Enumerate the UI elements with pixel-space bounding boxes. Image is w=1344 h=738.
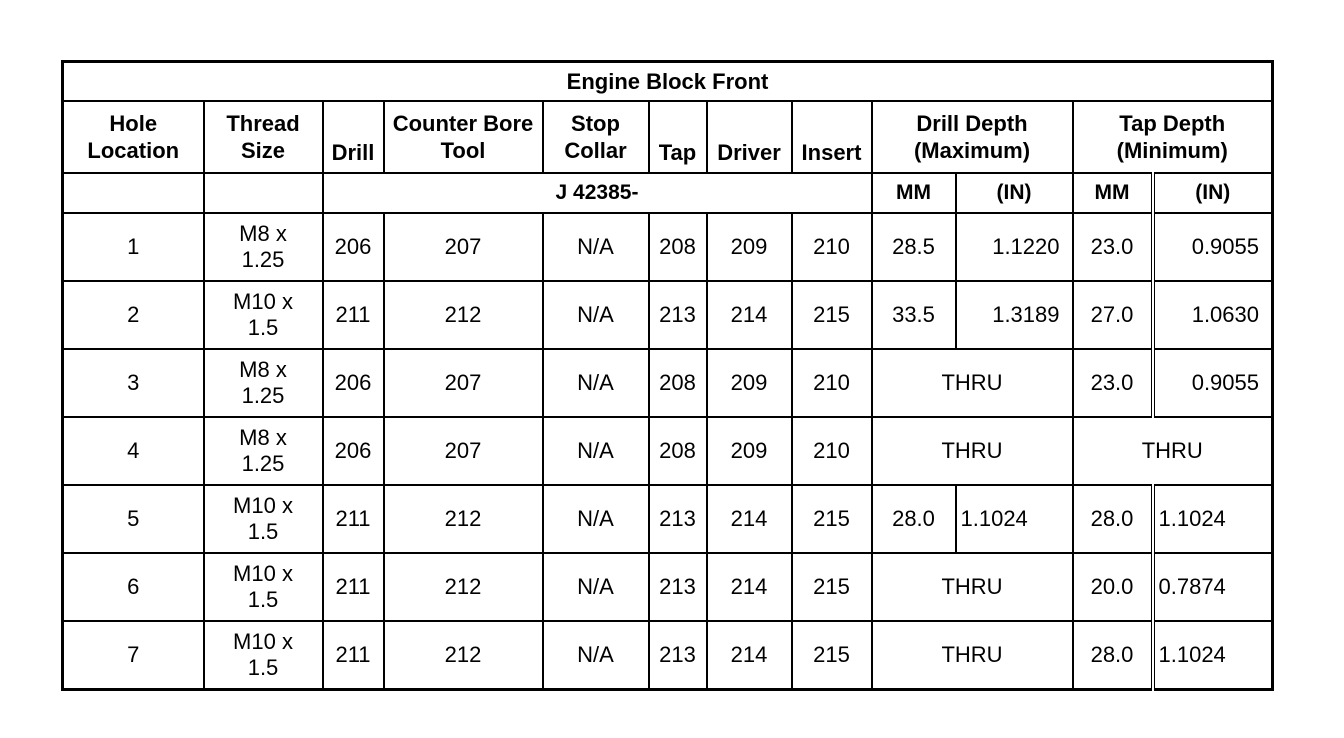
cell-drill-depth-mm: 33.5 xyxy=(872,281,956,349)
cell-tap-depth-mm: 20.0 xyxy=(1073,553,1153,621)
cell-driver: 209 xyxy=(707,213,792,281)
cell-stop-collar: N/A xyxy=(543,349,649,417)
cell-insert: 210 xyxy=(792,417,872,485)
cell-thread-size: M8 x 1.25 xyxy=(204,213,323,281)
cell-driver: 214 xyxy=(707,485,792,553)
header-driver: Driver xyxy=(707,101,792,173)
cell-tap: 213 xyxy=(649,485,707,553)
cell-drill-depth: THRU xyxy=(872,349,1073,417)
cell-tap: 208 xyxy=(649,417,707,485)
subheader-drill-in: (IN) xyxy=(956,173,1073,213)
cell-stop-collar: N/A xyxy=(543,621,649,690)
cell-hole-location: 5 xyxy=(63,485,204,553)
cell-counter-bore-tool: 212 xyxy=(384,553,543,621)
cell-tap: 213 xyxy=(649,281,707,349)
cell-tap: 213 xyxy=(649,621,707,690)
header-counter-bore-tool: Counter Bore Tool xyxy=(384,101,543,173)
header-tap-depth: Tap Depth (Minimum) xyxy=(1073,101,1273,173)
cell-stop-collar: N/A xyxy=(543,485,649,553)
cell-stop-collar: N/A xyxy=(543,213,649,281)
cell-drill: 211 xyxy=(323,485,384,553)
cell-drill-depth-in: 1.3189 xyxy=(956,281,1073,349)
cell-drill-depth: THRU xyxy=(872,621,1073,690)
subheader-tool-prefix: J 42385- xyxy=(323,173,872,213)
cell-driver: 214 xyxy=(707,281,792,349)
cell-hole-location: 4 xyxy=(63,417,204,485)
subheader-tap-mm: MM xyxy=(1073,173,1153,213)
cell-tap-depth-mm: 28.0 xyxy=(1073,485,1153,553)
cell-tap-depth-mm: 23.0 xyxy=(1073,213,1153,281)
cell-tap: 208 xyxy=(649,349,707,417)
cell-stop-collar: N/A xyxy=(543,417,649,485)
cell-tap-depth-mm: 28.0 xyxy=(1073,621,1153,690)
cell-tap-depth: THRU xyxy=(1073,417,1273,485)
cell-drill-depth: THRU xyxy=(872,553,1073,621)
cell-insert: 215 xyxy=(792,485,872,553)
cell-insert: 215 xyxy=(792,621,872,690)
cell-drill: 211 xyxy=(323,553,384,621)
subheader-tap-in: (IN) xyxy=(1153,173,1273,213)
cell-thread-size: M10 x 1.5 xyxy=(204,553,323,621)
cell-hole-location: 7 xyxy=(63,621,204,690)
cell-counter-bore-tool: 212 xyxy=(384,485,543,553)
table-row xyxy=(63,417,1273,485)
cell-drill: 206 xyxy=(323,213,384,281)
cell-thread-size: M8 x 1.25 xyxy=(204,417,323,485)
subheader-empty-hole xyxy=(63,173,204,213)
header-insert: Insert xyxy=(792,101,872,173)
cell-driver: 209 xyxy=(707,349,792,417)
header-drill-depth: Drill Depth (Maximum) xyxy=(872,101,1073,173)
cell-insert: 210 xyxy=(792,349,872,417)
subheader-drill-mm: MM xyxy=(872,173,956,213)
header-drill: Drill xyxy=(323,101,384,173)
cell-tap-depth-in: 0.9055 xyxy=(1153,349,1273,417)
table-row xyxy=(63,281,1273,349)
cell-thread-size: M10 x 1.5 xyxy=(204,621,323,690)
cell-tap: 213 xyxy=(649,553,707,621)
cell-tap-depth-in: 0.7874 xyxy=(1153,553,1273,621)
cell-drill-depth-in: 1.1024 xyxy=(956,485,1073,553)
cell-driver: 214 xyxy=(707,553,792,621)
cell-thread-size: M8 x 1.25 xyxy=(204,349,323,417)
cell-counter-bore-tool: 207 xyxy=(384,213,543,281)
table-title: Engine Block Front xyxy=(63,62,1273,102)
cell-hole-location: 3 xyxy=(63,349,204,417)
cell-drill: 211 xyxy=(323,621,384,690)
cell-driver: 209 xyxy=(707,417,792,485)
cell-insert: 215 xyxy=(792,553,872,621)
cell-drill: 206 xyxy=(323,417,384,485)
cell-tap-depth-in: 0.9055 xyxy=(1153,213,1273,281)
cell-hole-location: 6 xyxy=(63,553,204,621)
cell-counter-bore-tool: 207 xyxy=(384,349,543,417)
cell-drill-depth-mm: 28.5 xyxy=(872,213,956,281)
cell-drill-depth-in: 1.1220 xyxy=(956,213,1073,281)
cell-drill-depth: THRU xyxy=(872,417,1073,485)
cell-driver: 214 xyxy=(707,621,792,690)
cell-drill-depth-mm: 28.0 xyxy=(872,485,956,553)
cell-stop-collar: N/A xyxy=(543,553,649,621)
cell-counter-bore-tool: 212 xyxy=(384,621,543,690)
cell-insert: 215 xyxy=(792,281,872,349)
header-thread-size: Thread Size xyxy=(204,101,323,173)
cell-drill: 211 xyxy=(323,281,384,349)
cell-counter-bore-tool: 212 xyxy=(384,281,543,349)
cell-drill: 206 xyxy=(323,349,384,417)
header-hole-location: Hole Location xyxy=(63,101,204,173)
subheader-empty-thread xyxy=(204,173,323,213)
table-row xyxy=(63,553,1273,621)
cell-stop-collar: N/A xyxy=(543,281,649,349)
cell-tap-depth-mm: 23.0 xyxy=(1073,349,1153,417)
header-tap: Tap xyxy=(649,101,707,173)
table-row xyxy=(63,349,1273,417)
table-row xyxy=(63,213,1273,281)
header-stop-collar: Stop Collar xyxy=(543,101,649,173)
cell-thread-size: M10 x 1.5 xyxy=(204,281,323,349)
cell-tap: 208 xyxy=(649,213,707,281)
cell-tap-depth-in: 1.1024 xyxy=(1153,485,1273,553)
cell-insert: 210 xyxy=(792,213,872,281)
engine-block-front-table xyxy=(61,60,1274,691)
cell-tap-depth-in: 1.0630 xyxy=(1153,281,1273,349)
cell-hole-location: 2 xyxy=(63,281,204,349)
cell-tap-depth-in: 1.1024 xyxy=(1153,621,1273,690)
cell-counter-bore-tool: 207 xyxy=(384,417,543,485)
cell-tap-depth-mm: 27.0 xyxy=(1073,281,1153,349)
cell-hole-location: 1 xyxy=(63,213,204,281)
table-row xyxy=(63,485,1273,553)
cell-thread-size: M10 x 1.5 xyxy=(204,485,323,553)
table-row xyxy=(63,621,1273,690)
